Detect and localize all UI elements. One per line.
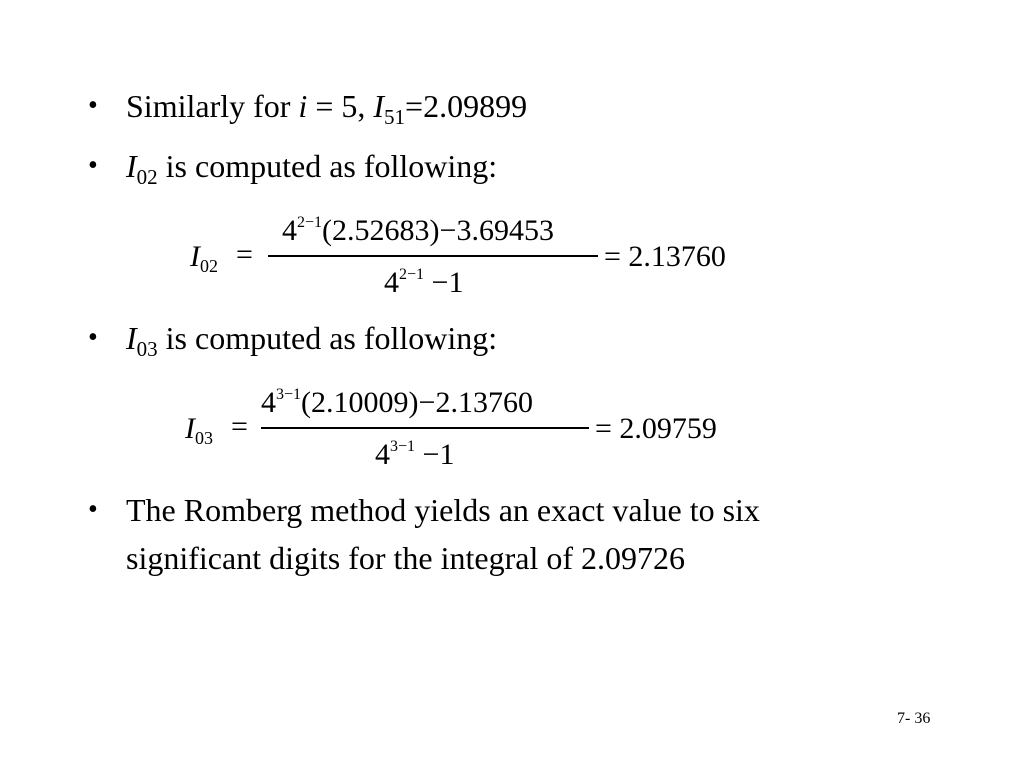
bullet-3-text: $I_{03}$ is computed as following:	[126, 320, 498, 361]
equation-i03	[185, 386, 755, 476]
bullet-4-line-2: significant digits for the integral of 2.09726	[126, 540, 685, 576]
fraction-numerator: $4^{3-1}(2.10009)-2.13760$	[261, 386, 533, 419]
fraction-bar	[261, 427, 589, 429]
equals-sign: =	[231, 410, 248, 443]
bullet-dot: •	[88, 90, 98, 121]
bullet-dot: •	[88, 494, 98, 525]
fraction-bar	[268, 255, 598, 257]
bullet-dot: •	[88, 322, 98, 353]
equation-lhs: $I_{02}$	[190, 240, 218, 276]
fraction-denominator: $4^{3-1} -1$	[375, 438, 455, 471]
bullet-1-text: Similarly for i = 5, $I_{51}=2.09899$	[126, 88, 528, 129]
fraction	[268, 214, 598, 304]
equation-lhs: $I_{03}$	[185, 412, 213, 448]
fraction-denominator: $4^{2-1} -1$	[384, 266, 464, 299]
fraction-numerator: $4^{2-1}(2.52683)-3.69453$	[282, 214, 554, 247]
page-number: 7- 36	[897, 710, 931, 727]
fraction	[261, 386, 589, 476]
bullet-2-text: $I_{02}$ is computed as following:	[126, 148, 498, 189]
bullet-dot: •	[88, 150, 98, 181]
equals-sign: =	[236, 238, 253, 271]
equation-result: = 2.13760	[604, 240, 726, 273]
bullet-4-line-1: The Romberg method yields an exact value to six	[126, 492, 760, 528]
equation-result: = 2.09759	[595, 412, 717, 445]
equation-i02	[190, 214, 760, 304]
